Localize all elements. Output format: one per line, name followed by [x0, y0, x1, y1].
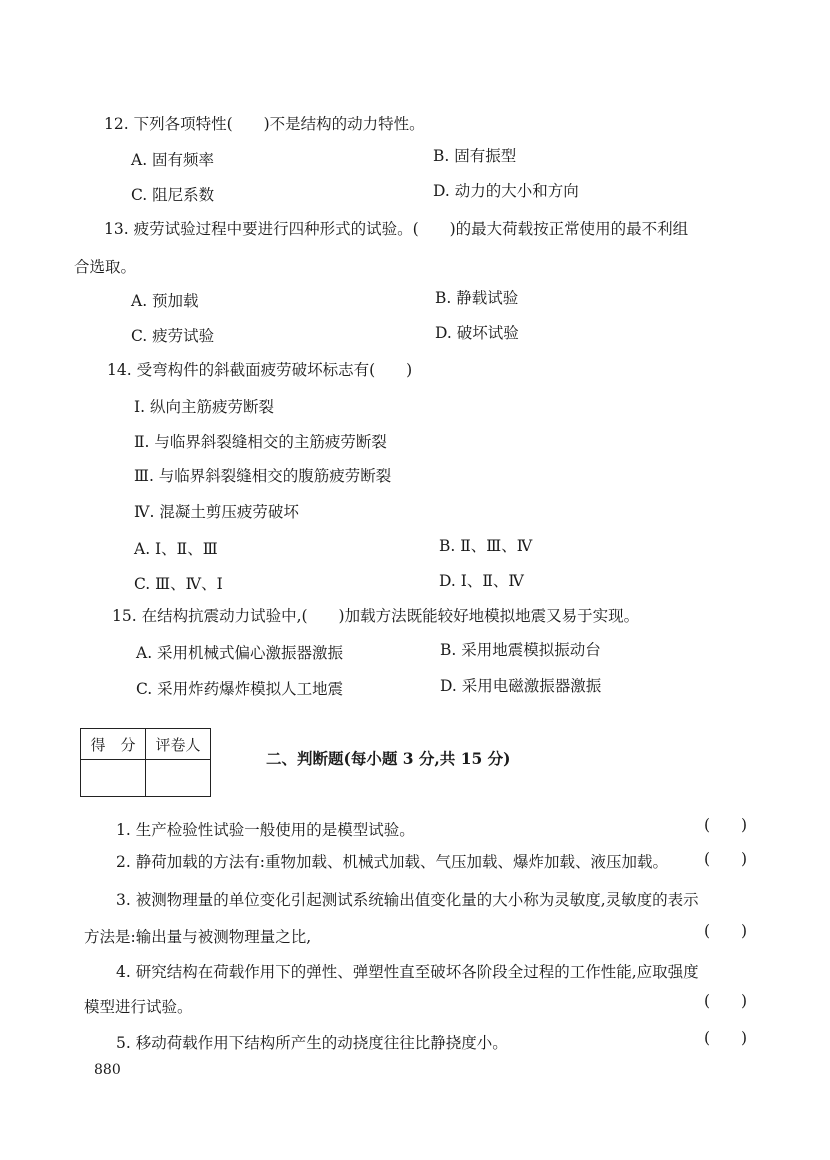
q13-stem-line2: 合选取。	[74, 258, 137, 276]
score-table	[80, 728, 211, 797]
q12-stem: 12. 下列各项特性( )不是结构的动力特性。	[104, 115, 425, 133]
score-cell	[81, 760, 146, 797]
tf-item-4-line1: 4. 研究结构在荷载作用下的弹性、弹塑性直至破坏各阶段全过程的工作性能,应取强度	[116, 963, 699, 981]
q15-option-c: C. 采用炸药爆炸模拟人工地震	[136, 680, 344, 698]
q14-option-b: B. Ⅱ、Ⅲ、Ⅳ	[439, 537, 533, 555]
q14-option-d: D. Ⅰ、Ⅱ、Ⅳ	[439, 572, 524, 590]
q15-option-a: A. 采用机械式偏心激振器激振	[136, 644, 344, 662]
q15-option-b: B. 采用地震模拟振动台	[440, 641, 601, 659]
tf-item-3-line2: 方法是:输出量与被测物理量之比,	[84, 928, 312, 946]
q15-option-d: D. 采用电磁激振器激振	[440, 677, 602, 695]
q12-option-b: B. 固有振型	[433, 147, 517, 165]
q14-stem: 14. 受弯构件的斜截面疲劳破坏标志有( )	[107, 361, 413, 379]
tf-item-5: 5. 移动荷载作用下结构所产生的动挠度往往比静挠度小。	[116, 1034, 508, 1052]
tf-answer-3: ( )	[704, 922, 748, 940]
q14-item-iii: Ⅲ. 与临界斜裂缝相交的腹筋疲劳断裂	[134, 467, 392, 485]
tf-answer-1: ( )	[704, 816, 748, 834]
score-label: 得 分	[81, 729, 146, 760]
q14-item-ii: Ⅱ. 与临界斜裂缝相交的主筋疲劳断裂	[134, 433, 387, 451]
tf-item-4-line2: 模型进行试验。	[84, 998, 193, 1016]
q15-stem: 15. 在结构抗震动力试验中,( )加载方法既能较好地模拟地震又易于实现。	[112, 607, 640, 625]
tf-answer-5: ( )	[704, 1029, 748, 1047]
q14-item-i: Ⅰ. 纵向主筋疲劳断裂	[134, 398, 274, 416]
q13-option-a: A. 预加载	[131, 292, 199, 310]
tf-answer-2: ( )	[704, 850, 748, 868]
grader-label: 评卷人	[146, 729, 211, 760]
q13-option-b: B. 静载试验	[435, 289, 519, 307]
q14-item-iv: Ⅳ. 混凝土剪压疲劳破坏	[134, 503, 299, 521]
tf-answer-4: ( )	[704, 992, 748, 1010]
tf-item-1: 1. 生产检验性试验一般使用的是模型试验。	[116, 821, 415, 839]
q14-option-a: A. Ⅰ、Ⅱ、Ⅲ	[134, 540, 218, 558]
q12-option-c: C. 阻尼系数	[131, 186, 215, 204]
q13-stem-line1: 13. 疲劳试验过程中要进行四种形式的试验。( )的最大荷载按正常使用的最不利组	[104, 220, 689, 238]
q13-option-c: C. 疲劳试验	[131, 327, 215, 345]
page-number: 880	[94, 1062, 121, 1078]
q13-option-d: D. 破坏试验	[435, 324, 519, 342]
tf-item-3-line1: 3. 被测物理量的单位变化引起测试系统输出值变化量的大小称为灵敏度,灵敏度的表示	[116, 891, 699, 909]
section2-title: 二、判断题(每小题 3 分,共 15 分)	[266, 749, 511, 768]
grader-cell	[146, 760, 211, 797]
tf-item-2: 2. 静荷加载的方法有:重物加载、机械式加载、气压加载、爆炸加载、液压加载。	[116, 853, 668, 871]
q14-option-c: C. Ⅲ、Ⅳ、Ⅰ	[134, 575, 223, 593]
q12-option-a: A. 固有频率	[131, 151, 215, 169]
q12-option-d: D. 动力的大小和方向	[433, 182, 579, 200]
